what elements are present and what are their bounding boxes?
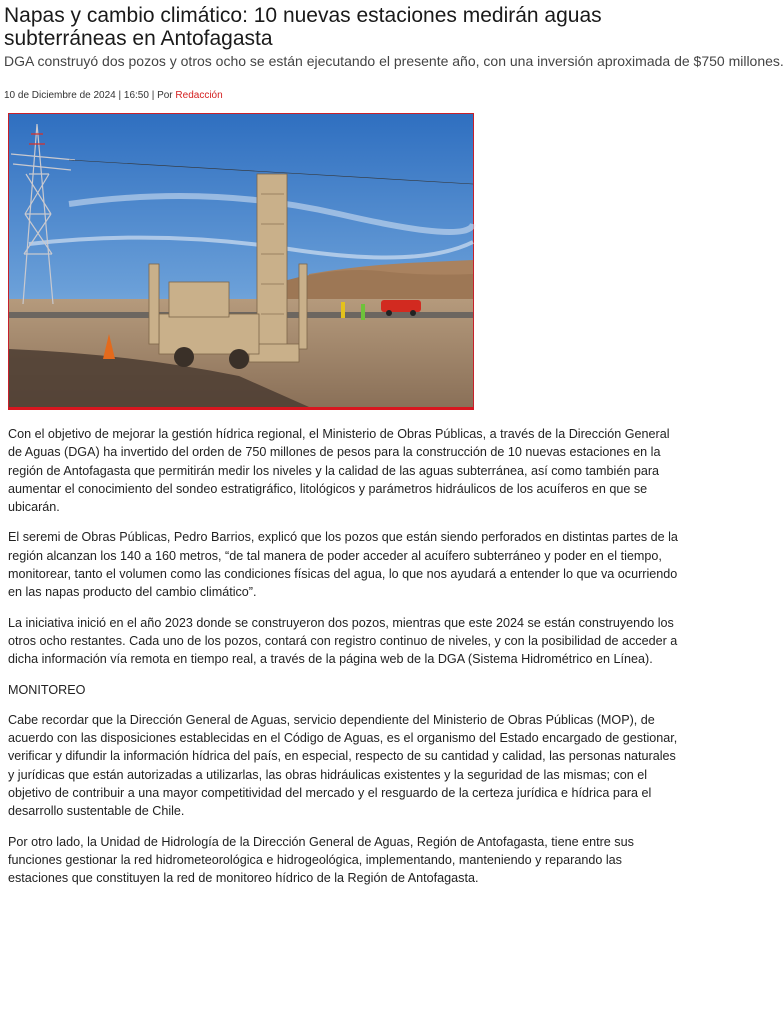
paragraph-3: La iniciativa inició en el año 2023 donde se construyeron dos pozos, mientras que este 2024 se están construyendo los otros ocho restantes. Cada uno de los pozos, contará con registro continuo de niveles, y con la posibilidad de acceder a dicha información vía remota en tiempo real, a través de la página web de la DGA (Sistema Hidrométrico en Línea). — [8, 615, 678, 667]
article-date: 10 de Diciembre de 2024 | 16:50 | Por — [4, 90, 176, 101]
author-link[interactable]: Redacción — [175, 90, 223, 101]
article-title: Napas y cambio climático: 10 nuevas estaciones medirán aguas subterráneas en Antofagasta — [4, 4, 602, 50]
paragraph-2: El seremi de Obras Públicas, Pedro Barrios, explicó que los pozos que están siendo perforados en distintas partes de la región alcanzan los 140 a 160 metros, “de tal manera de poder acceder al acuífero subterráneo y poder en el tiempo, monitorear, tanto el volumen como las condiciones físicas del agua, lo que nos ayudará a entender lo que va ocurriendo en las napas producto del cambio climático”. — [8, 530, 678, 600]
article-meta — [4, 90, 223, 101]
paragraph-5: Por otro lado, la Unidad de Hidrología de la Dirección General de Aguas, Región de Antofagasta, tiene entre sus funciones gestionar la red hidrometeorológica e hidrogeológica, implementando, manteniendo y reparando las estaciones que constituyen la red de monitoreo hídrico de la Región de Antofagasta. — [8, 834, 634, 886]
article-subtitle: DGA construyó dos pozos y otros ocho se están ejecutando el presente año, con una inversión aproximada de $750 millones. — [4, 53, 784, 69]
article-photo — [8, 113, 474, 410]
article-body — [8, 425, 678, 900]
section-heading-monitoreo: MONITOREO — [8, 682, 86, 697]
paragraph-1: Con el objetivo de mejorar la gestión hídrica regional, el Ministerio de Obras Públicas, a través de la Dirección General de Aguas (DGA) ha invertido del orden de 750 millones de pesos para la construcción de 10 nuevas estaciones en la región de Antofagasta que permitirán medir los niveles y la calidad de las aguas subterránea, así como también para aumentar el conocimiento del sondeo estratigráfico, litológicos y parámetros hidráulicos de los acuíferos en que se ubicarán. — [8, 427, 670, 515]
paragraph-4: Cabe recordar que la Dirección General de Aguas, servicio dependiente del Ministerio de Obras Públicas (MOP), de acuerdo con las disposiciones establecidas en el Código de Aguas, es el organismo del Estado encargado de gestionar, verificar y difundir la información hídrica del país, en especial, respecto de su cantidad y calidad, las personas naturales y jurídicas que están autorizadas a utilizarlas, las obras hidráulicas existentes y la seguridad de las mismas; con el objetivo de contribuir a una mayor competitividad del mercado y el resguardo de la certeza jurídica e hídrica para el desarrollo sustentable de Chile. — [8, 712, 678, 819]
drilling-rig-illustration — [9, 114, 473, 407]
